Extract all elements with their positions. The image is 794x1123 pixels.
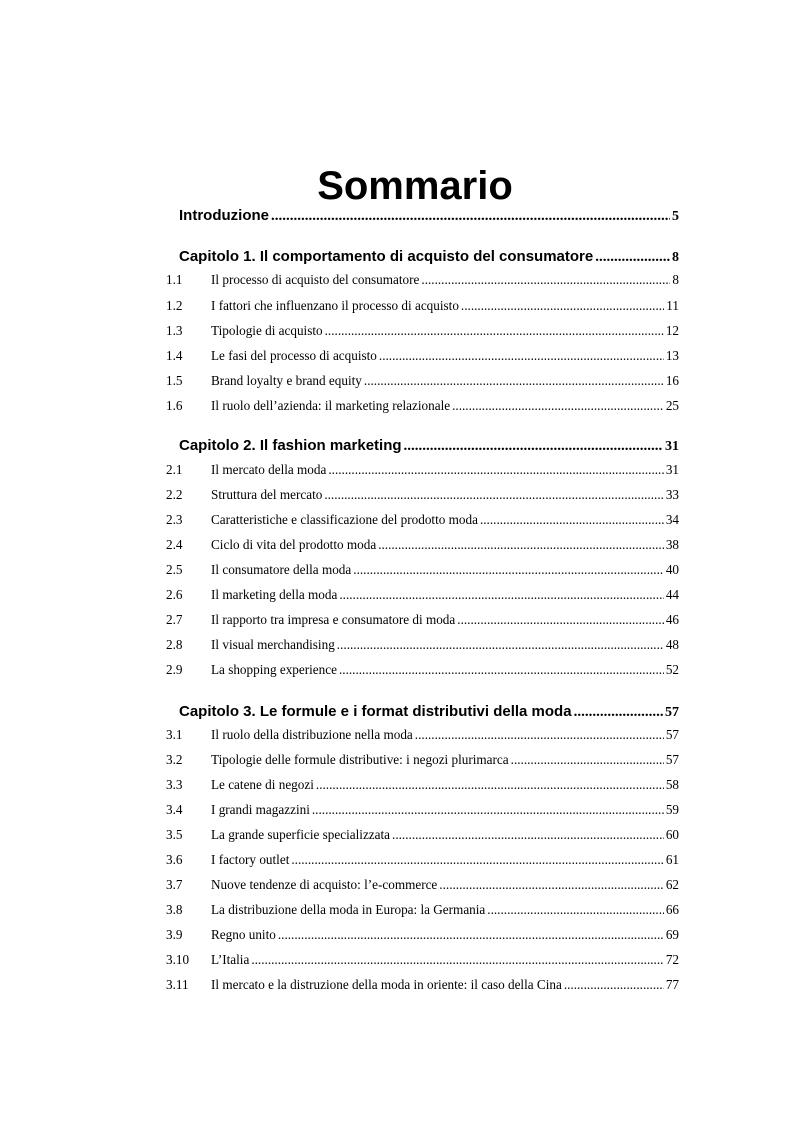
toc-section-page: 46 [665,612,679,627]
toc-section-number: 3.1 [166,727,183,742]
toc-section[interactable] [211,272,679,288]
toc-section-label: Tipologie di acquisto [211,323,323,338]
toc-section[interactable] [211,902,679,918]
toc-section-label: La distribuzione della moda in Europa: la Germania [211,902,486,917]
toc-chapter-1[interactable] [179,248,679,266]
toc-chapter-label: Capitolo 2. Il fashion marketing [179,437,402,454]
dot-leader [353,562,664,578]
toc-section-label: Caratteristiche e classificazione del prodotto moda [211,512,478,527]
toc-section[interactable] [211,348,679,364]
dot-leader [312,802,664,818]
toc-section[interactable] [211,802,679,818]
toc-section-label: Il rapporto tra impresa e consumatore di moda [211,612,456,627]
toc-section-page: 40 [665,562,679,577]
toc-entry-intro[interactable] [179,207,679,225]
toc-section-number: 3.3 [166,777,183,792]
toc-entry-page: 5 [672,209,679,224]
toc-section-page: 25 [665,398,679,413]
toc-section[interactable] [211,727,679,743]
toc-section-number: 1.3 [166,323,183,338]
toc-section-label: Il ruolo dell’azienda: il marketing relazionale [211,398,451,413]
toc-section-label: Le fasi del processo di acquisto [211,348,377,363]
toc-section-label: Il marketing della moda [211,587,338,602]
dot-leader [291,852,663,868]
toc-section-label: La shopping experience [211,662,337,677]
toc-section-label: La grande superficie specializzata [211,827,391,842]
toc-section[interactable] [211,952,679,968]
toc-section[interactable] [211,462,679,478]
toc-section[interactable] [211,562,679,578]
toc-section-page: 77 [665,977,679,992]
toc-chapter-3[interactable] [179,703,679,721]
dot-leader [415,727,664,743]
toc-section-number: 2.7 [166,612,183,627]
dot-leader [328,462,663,478]
toc-chapter-label: Capitolo 1. Il comportamento di acquisto del consumatore [179,248,594,265]
dot-leader [316,777,664,793]
toc-section-page: 44 [665,587,679,602]
toc-section-page: 11 [666,298,679,313]
toc-section-number: 3.7 [166,877,183,892]
toc-section-number: 3.4 [166,802,183,817]
toc-section[interactable] [211,512,679,528]
toc-section[interactable] [211,927,679,943]
toc-section[interactable] [211,637,679,653]
toc-section-number: 2.9 [166,662,183,677]
toc-section-label: Ciclo di vita del prodotto moda [211,537,377,552]
dot-leader [271,208,670,225]
dot-leader [487,902,664,918]
toc-section-page: 8 [672,272,679,287]
toc-section-number: 1.2 [166,298,183,313]
toc-chapter-label: Capitolo 3. Le formule e i format distributivi della moda [179,703,572,720]
toc-section[interactable] [211,587,679,603]
dot-leader [480,512,664,528]
dot-leader [278,927,664,943]
toc-section-page: 57 [665,727,679,742]
toc-section[interactable] [211,662,679,678]
toc-section-number: 2.6 [166,587,183,602]
dot-leader [461,298,664,314]
toc-chapter-page: 8 [672,250,679,265]
toc-section-number: 1.5 [166,373,183,388]
dot-leader [379,348,664,364]
dot-leader [364,373,664,389]
toc-section-label: Regno unito [211,927,276,942]
toc-section-label: Le catene di negozi [211,777,314,792]
toc-section-label: Il mercato e la distruzione della moda in oriente: il caso della Cina [211,977,562,992]
toc-section-label: Il processo di acquisto del consumatore [211,272,420,287]
toc-section-page: 72 [665,952,679,967]
toc-section-page: 31 [665,462,679,477]
toc-section-number: 3.11 [166,977,189,992]
dot-leader [404,438,663,455]
toc-section-label: Il ruolo della distribuzione nella moda [211,727,413,742]
dot-leader [439,877,664,893]
toc-section-page: 60 [665,827,679,842]
toc-section-number: 1.1 [166,272,183,287]
toc-section[interactable] [211,777,679,793]
toc-section-number: 3.2 [166,752,183,767]
dot-leader [392,827,664,843]
toc-section-label: Brand loyalty e brand equity [211,373,362,388]
toc-section-page: 13 [665,348,679,363]
toc-section-page: 62 [665,877,679,892]
toc-section-label: Il visual merchandising [211,637,335,652]
toc-section-page: 34 [665,512,679,527]
toc-section-label: Tipologie delle formule distributive: i negozi plurimarca [211,752,509,767]
toc-section-number: 3.10 [166,952,190,967]
toc-section-label: Il mercato della moda [211,462,327,477]
toc-section-page: 38 [665,537,679,552]
toc-chapter-page: 31 [665,439,679,454]
dot-leader [595,249,670,266]
toc-section-page: 61 [665,852,679,867]
toc-section-number: 2.2 [166,487,183,502]
dot-leader [339,662,664,678]
toc-section-number: 2.5 [166,562,183,577]
toc-section[interactable] [211,298,679,314]
toc-section-number: 3.8 [166,902,183,917]
toc-section[interactable] [211,373,679,389]
toc-section-label: Struttura del mercato [211,487,323,502]
toc-section[interactable] [211,752,679,768]
toc-section-number: 1.6 [166,398,183,413]
dot-leader [339,587,663,603]
toc-section-page: 16 [665,373,679,388]
toc-section-number: 2.8 [166,637,183,652]
toc-section-page: 58 [665,777,679,792]
toc-section[interactable] [211,977,679,993]
toc-section-label: L’Italia [211,952,250,967]
toc-section-page: 52 [665,662,679,677]
dot-leader [564,977,664,993]
dot-leader [452,398,664,414]
dot-leader [378,537,664,553]
toc-section-number: 2.3 [166,512,183,527]
page-title: Sommario [317,164,513,208]
toc-section-number: 2.1 [166,462,183,477]
toc-section-page: 33 [665,487,679,502]
dot-leader [337,637,664,653]
dot-leader [457,612,664,628]
toc-chapter-2[interactable] [179,437,679,455]
toc-section[interactable] [211,827,679,843]
toc-section-label: I factory outlet [211,852,290,867]
dot-leader [511,752,664,768]
toc-section-page: 12 [665,323,679,338]
toc-section-number: 2.4 [166,537,183,552]
dot-leader [251,952,663,968]
toc-section[interactable] [211,537,679,553]
toc-chapter-page: 57 [665,705,679,720]
toc-section[interactable] [211,487,679,503]
dot-leader [574,704,663,721]
dot-leader [324,487,663,503]
dot-leader [325,323,664,339]
toc-section-page: 69 [665,927,679,942]
toc-section[interactable] [211,852,679,868]
toc-section[interactable] [211,612,679,628]
toc-section-page: 57 [665,752,679,767]
toc-section-label: Nuove tendenze di acquisto: l’e-commerce [211,877,438,892]
toc-section-label: I fattori che influenzano il processo di acquisto [211,298,459,313]
dot-leader [421,272,670,288]
toc-section-page: 66 [665,902,679,917]
toc-section-number: 3.6 [166,852,183,867]
toc-section-number: 3.5 [166,827,183,842]
toc-entry-label: Introduzione [179,207,269,224]
toc-section-label: I grandi magazzini [211,802,310,817]
toc-section-page: 48 [665,637,679,652]
toc-section[interactable] [211,323,679,339]
toc-section-number: 3.9 [166,927,183,942]
toc-section[interactable] [211,398,679,414]
toc-section-label: Il consumatore della moda [211,562,352,577]
toc-section[interactable] [211,877,679,893]
toc-section-page: 59 [665,802,679,817]
toc-section-number: 1.4 [166,348,183,363]
